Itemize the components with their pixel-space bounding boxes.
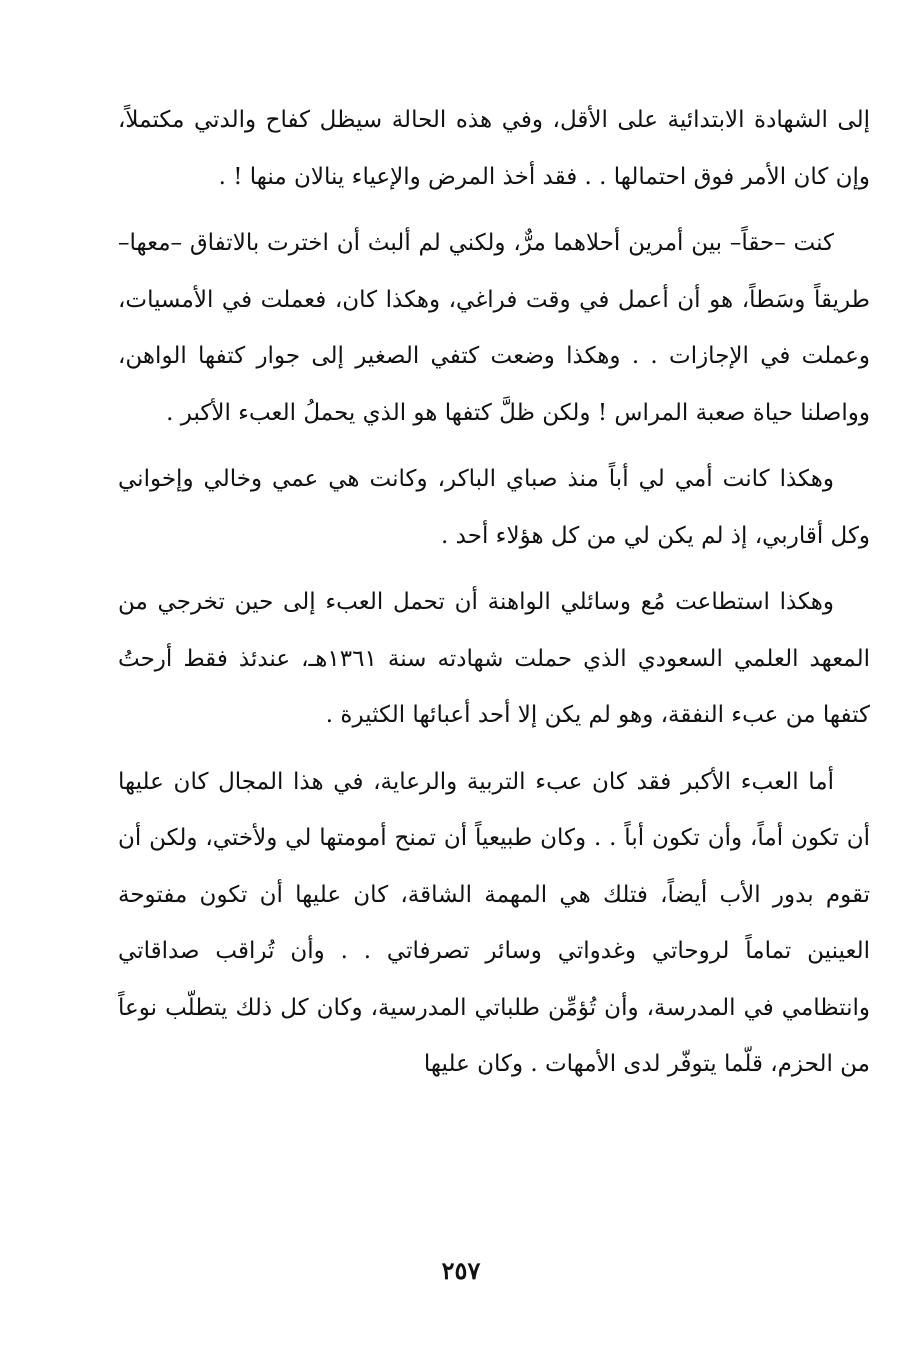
- paragraph-2: كنت –حقاً– بين أمرين أحلاهما مرٌّ، ولكني لم ألبث أن اخترت بالاتفاق –معها– طريقاً وسَطاً، هو أن أعمل في وقت فراغي، وهكذا كان، فعملت في الأمسيات، وعملت في الإجازات . . وهكذا وضعت كتفي الصغير إلى جوار كتفها الواهن، وواصلنا حياة صعبة المراس ! ولكن ظلَّ كتفها هو الذي يحملُ العبء الأكبر .: [118, 230, 870, 426]
- paragraph-3: وهكذا كانت أمي لي أباً منذ صباي الباكر، وكانت هي عمي وخالي وإخواني وكل أقاربي، إذ لم يكن لي من كل هؤلاء أحد .: [118, 466, 870, 549]
- body-text: [118, 92, 870, 1103]
- paragraph-1: إلى الشهادة الابتدائية على الأقل، وفي هذه الحالة سيظل كفاح والدتي مكتملاً، وإن كان الأمر فوق احتمالها . . فقد أخذ المرض والإعياء ينالان منها ! .: [118, 107, 870, 190]
- paragraph-5: أما العبء الأكبر فقد كان عبء التربية والرعاية، في هذا المجال كان عليها أن تكون أماً، وأن تكون أباً . . وكان طبيعياً أن تمنح أمومتها لي ولأختي، ولكن أن تقوم بدور الأب أيضاً، فتلك هي المهمة الشاقة، كان عليها أن تكون مفتوحة العينين تماماً لروحاتي وغدواتي وسائر تصرفاتي . . وأن تُراقب صداقاتي وانتظامي في المدرسة، وأن تُؤمِّن طلباتي المدرسية، وكان كل ذلك يتطلّب نوعاً من الحزم، قلّما يتوفّر لدى الأمهات . وكان عليها: [118, 768, 870, 1077]
- paragraph-4: وهكذا استطاعت مُع وسائلي الواهنة أن تحمل العبء إلى حين تخرجي من المعهد العلمي السعودي الذي حملت شهادته سنة ١٣٦١هـ، عندئذ فقط أرحتُ كتفها من عبء النفقة، وهو لم يكن إلا أحد أعبائها الكثيرة .: [118, 589, 870, 728]
- page-number: ٢٥٧: [441, 1256, 481, 1285]
